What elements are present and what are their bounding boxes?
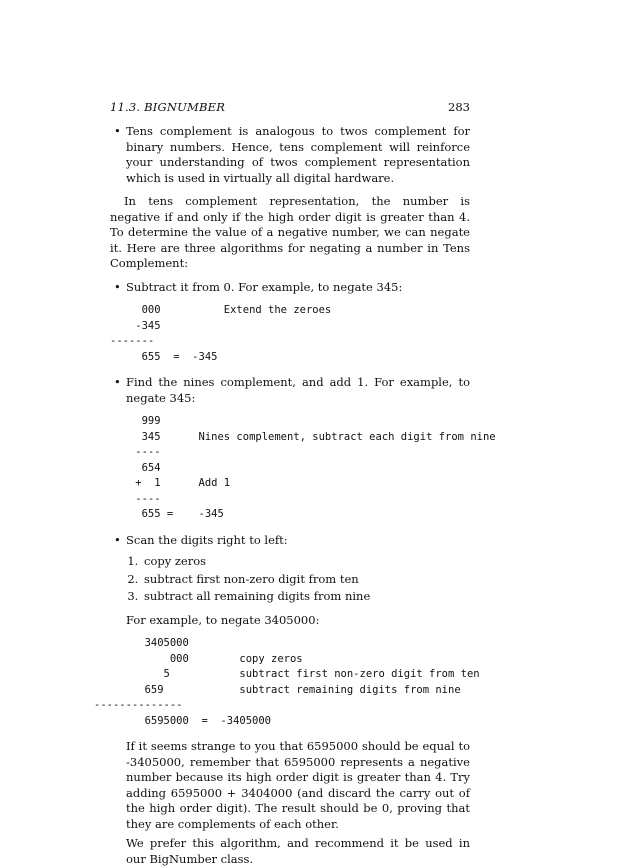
bullet-tens-complement [110, 124, 470, 186]
example-intro: For example, to negate 3405000: [126, 612, 320, 627]
running-header-section: 11.3. BIGNUMBER [110, 100, 226, 114]
paragraph-recommendation: We prefer this algorithm, and recommend it be used in our BigNumber class. [126, 836, 470, 866]
bullet-text: Tens complement is analogous to twos complement for binary numbers. Hence, tens complement will reinforce your understanding of twos complement representation which is used in virtually all digital hardware. [126, 124, 470, 185]
bullet-icon: • [114, 124, 121, 138]
list-item: 2. subtract first non-zero digit from ten [142, 572, 470, 588]
list-item: 3. subtract all remaining digits from nine [142, 589, 470, 605]
algorithm-steps [110, 554, 470, 605]
page-number: 283 [448, 100, 470, 114]
code-example-scan: 3405000 000 copy zeros 5 subtract first non-zero digit from ten 659 subtract remaining digits from nine -------------- 6595000 = -3405000 [94, 637, 480, 727]
paragraph-negative-rule: In tens complement representation, the number is negative if and only if the high order digit is greater than 4. To determine the value of a negative number, we can negate it. Here are three algorithms for negating a number in Tens Complement: [110, 194, 470, 270]
code-example-nines: 999 345 Nines complement, subtract each digit from nine ---- 654 + 1 Add 1 ---- 655 = -345 [135, 415, 496, 520]
bullet-icon: • [114, 279, 121, 294]
bullet-icon: • [114, 532, 121, 547]
bullet-text: Find the nines complement, and add 1. For example, to negate 345: [126, 375, 470, 405]
page-body [94, 124, 496, 867]
bullet-text: Subtract it from 0. For example, to negate 345: [126, 279, 403, 294]
list-item: 1. copy zeros [142, 554, 470, 570]
bullet-text: Scan the digits right to left: [126, 532, 288, 547]
code-example-subtract: 000 Extend the zeroes -345 ------- 655 = -345 [110, 304, 332, 363]
bullet-subtract-from-zero [110, 280, 470, 296]
paragraph-explanation: If it seems strange to you that 6595000 should be equal to -3405000, remember that 6595000 represents a negative number because its high order digit is greater than 4. Try adding 6595000 + 3404000 (and discard the carry out of the high order digit). The result should be 0, proving that they are complements of each other. [126, 739, 470, 831]
bullet-icon: • [114, 375, 121, 389]
bullet-nines-complement [110, 375, 470, 406]
bullet-scan-digits [110, 533, 470, 549]
